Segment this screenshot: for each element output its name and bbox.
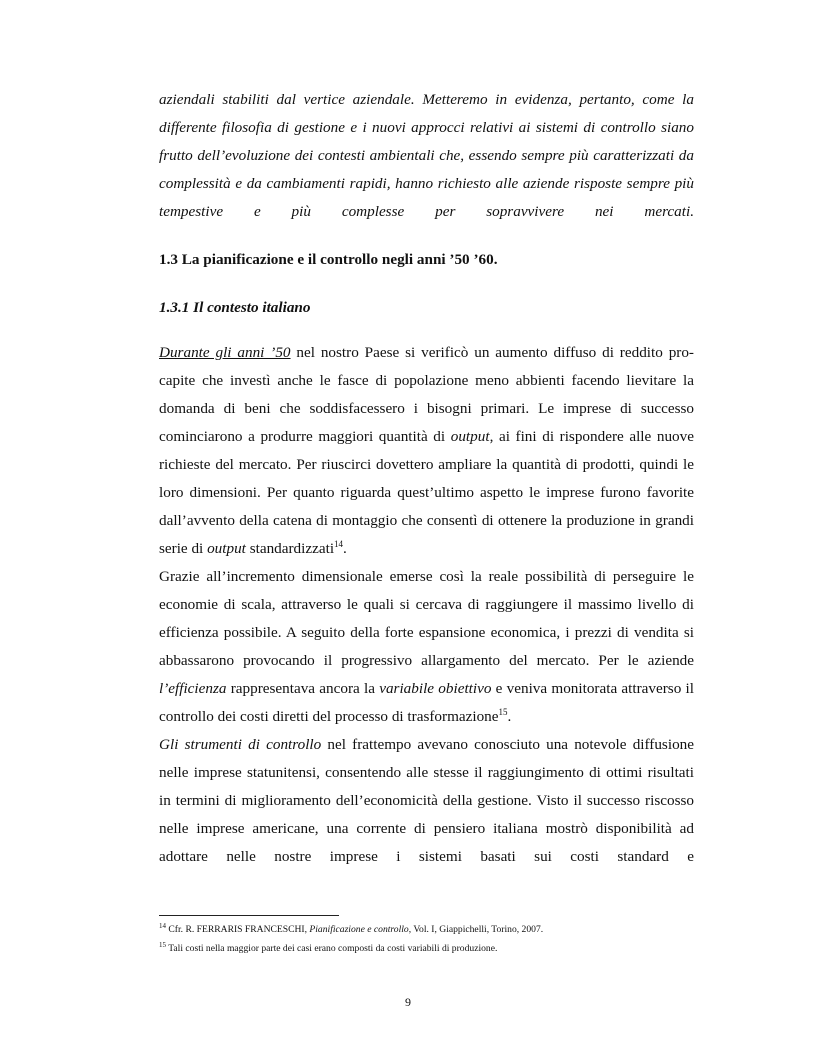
footnote-14 <box>159 923 694 937</box>
p2-text-3: e veniva monitorata attraverso il controllo dei costi diretti del processo di trasformazione <box>159 680 694 725</box>
page-body <box>159 86 694 871</box>
footnote-ref-15[interactable]: 15 <box>498 707 508 717</box>
footnote-text: , Vol. I, Giappichelli, Torino, 2007. <box>408 924 544 935</box>
p1-italic-2: output <box>207 540 246 557</box>
p1-text-1: nel nostro Paese si verificò un aumento diffuso di reddito pro-capite che investì anche le fasce di popolazione meno abbienti facendo lievitare la domanda di beni che soddisfacessero i bisogni primari. Le imprese di successo cominciarono a produrre maggiori quantità di <box>159 344 694 445</box>
footnote-number: 14 <box>159 922 166 930</box>
p2-text-1: Grazie all’incremento dimensionale emerse così la reale possibilità di perseguire le economie di scala, attraverso le quali si cercava di raggiungere il massimo livello di efficienza possibile. A seguito della forte espansione economica, i prezzi di vendita si abbassarono provocando il progressivo allargamento del mercato. Per le aziende <box>159 568 694 669</box>
p2-italic-2: variabile obiettivo <box>379 680 492 697</box>
p1-text-3: standardizzati <box>245 540 335 557</box>
footnote-text: Cfr. R. FERRARIS FRANCESCHI, <box>166 924 310 935</box>
footnote-ref-14[interactable]: 14 <box>334 539 344 549</box>
paragraph-3 <box>159 731 694 871</box>
paragraph-2 <box>159 563 694 731</box>
footnote-number: 15 <box>159 941 166 949</box>
paragraph-1 <box>159 339 694 563</box>
intro-paragraph: aziendali stabiliti dal vertice aziendale. Metteremo in evidenza, pertanto, come la differente filosofia di gestione e i nuovi approcci relativi ai sistemi di controllo siano frutto dell’evoluzione dei contesti ambientali che, essendo sempre più caratterizzati da complessità e da cambiamenti rapidi, hanno richiesto alle aziende risposte sempre più tempestive e più complesse per sopravvivere nei mercati. <box>159 91 694 220</box>
p1-text-2: , ai fini di rispondere alle nuove richieste del mercato. Per riuscirci dovettero ampliare la quantità di prodotti, quindi le loro dimensioni. Per quanto riguarda quest’ultimo aspetto le imprese furono favorite dall’avvento della catena di montaggio che consentì di ottenere la produzione in grandi serie di <box>159 428 694 557</box>
p1-text-4: . <box>343 540 347 557</box>
footnote-divider <box>159 915 339 916</box>
p2-italic-1: l’efficienza <box>159 680 227 697</box>
page-number: 9 <box>405 995 411 1009</box>
emphasis-lead: Durante gli anni ’50 <box>159 344 291 361</box>
footnote-15 <box>159 942 694 956</box>
footnotes <box>159 923 694 961</box>
section-heading: 1.3 La pianificazione e il controllo negli anni ’50 ’60. <box>159 251 498 268</box>
footnote-text: Tali costi nella maggior parte dei casi erano composti da costi variabili di produzione. <box>166 943 498 954</box>
footnote-italic: Pianificazione e controllo <box>309 924 409 935</box>
p3-italic-1: Gli strumenti di controllo <box>159 736 322 753</box>
p3-text-1: nel frattempo avevano conosciuto una notevole diffusione nelle imprese statunitensi, consentendo alle stesse il raggiungimento di ottimi risultati in termini di miglioramento dell’economicità della gestione. Visto il successo riscosso nelle imprese americane, una corrente di pensiero italiana mostrò disponibilità ad adottare nelle nostre imprese i sistemi basati sui costi standard e <box>159 736 694 865</box>
p2-text-2: rappresentava ancora la <box>226 680 380 697</box>
p1-italic-1: output <box>450 428 490 445</box>
p2-text-4: . <box>507 708 512 725</box>
subsection-heading: 1.3.1 Il contesto italiano <box>159 299 311 316</box>
